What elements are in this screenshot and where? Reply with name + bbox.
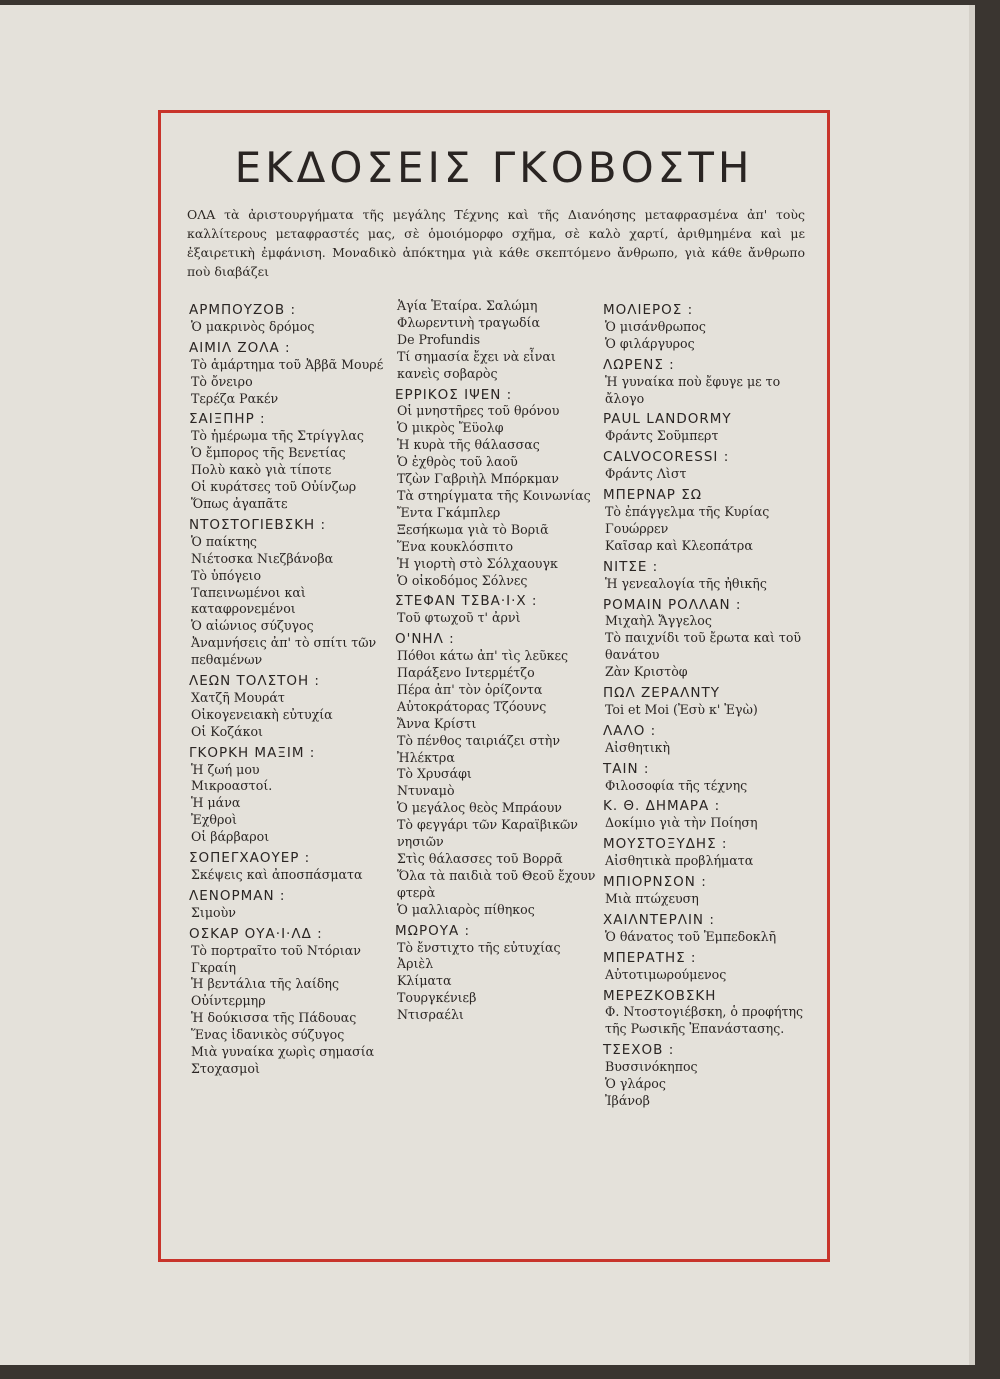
book-title: Ζὰν Κριστὸφ	[605, 664, 688, 680]
book-title: Πολὺ κακὸ γιὰ τίποτε	[191, 462, 332, 478]
book-title: Βυσσινόκηπος	[605, 1059, 698, 1075]
author-name: ΤΑΙΝ :	[603, 760, 650, 777]
author-name: ΛΕΩΝ ΤΟΛΣΤΟΗ :	[189, 673, 320, 690]
book-title: Toi et Moi (Ἐσὺ κ' Ἐγὼ)	[605, 701, 758, 717]
book-title: Χατζῆ Μουράτ	[191, 689, 285, 705]
book-title: Μιὰ πτώχευση	[605, 891, 699, 906]
catalog-column-3	[603, 298, 808, 1110]
book-title: Ὁ παίκτης	[191, 533, 257, 549]
book-title: Τὸ φεγγάρι τῶν Καραϊβικῶν νησιῶν	[397, 817, 578, 850]
book-title: Οἱ κυράτσες τοῦ Οὐίνζωρ	[191, 479, 357, 495]
book-title: Σκέψεις καὶ ἀποσπάσματα	[191, 867, 363, 882]
book-title: Σιμοὺν	[191, 904, 236, 920]
book-title: Ὁ μικρὸς Ἔϋολφ	[397, 420, 504, 436]
author-name: ΛΕΝΟΡΜΑΝ :	[189, 887, 286, 904]
book-title: Ὁ οἰκοδόμος Σόλνες	[397, 572, 528, 588]
book-title: Ἔντα Γκάμπλερ	[397, 504, 501, 520]
book-title: Στὶς θάλασσες τοῦ Βορρᾶ	[397, 851, 563, 866]
book-title: Ἡ γυναίκα ποὺ ἔφυγε με το ἄλογο	[605, 373, 781, 406]
book-title: Ἡ μάνα	[191, 795, 241, 811]
book-title: Μιχαὴλ Ἄγγελος	[605, 613, 712, 629]
publisher-heading: ΕΚΔΟΣΕΙΣ ΓΚΟΒΟΣΤΗ	[234, 143, 754, 192]
book-title: Ἕνας ἰδανικὸς σύζυγος	[191, 1027, 345, 1043]
catalog-column-2	[395, 298, 600, 1024]
book-title: Ἡ βεντάλια τῆς λαίδης Οὐίντερμηρ	[191, 976, 340, 1009]
author-name: ΜΟΥΣΤΟΞΥΔΗΣ :	[603, 836, 728, 853]
book-title: Τὸ ἐπάγγελμα τῆς Κυρίας Γουώρρεν	[605, 503, 770, 536]
book-title: Ὁ ἔμπορος τῆς Βενετίας	[191, 445, 346, 461]
author-name: ΣΟΠΕΓΧΑΟΥΕΡ :	[189, 850, 311, 867]
book-title: Ἕνα κουκλόσπιτο	[397, 538, 514, 554]
book-title: Τὸ ὄνειρο	[191, 373, 253, 389]
book-title: Αἰσθητικὰ προβλήματα	[605, 853, 754, 869]
red-border-frame	[158, 110, 830, 1262]
book-title: Ὁ αἰώνιος σύζυγος	[191, 618, 314, 634]
book-title: De Profundis	[397, 331, 481, 347]
book-title: Φράντς Σοῦμπερτ	[605, 428, 719, 444]
book-title: Στοχασμοὶ	[191, 1060, 260, 1076]
book-title: Ἡ γιορτὴ στὸ Σόλχαουγκ	[397, 555, 558, 571]
book-title: Ἁγία Ἑταίρα. Σαλώμη	[397, 298, 538, 313]
author-name: ΜΟΛΙΕΡΟΣ :	[603, 302, 694, 318]
book-title: Οἰκογενειακὴ εὐτυχία	[191, 706, 333, 722]
book-title: Τί σημασία ἔχει νὰ εἶναι κανεὶς σοβαρὸς	[397, 348, 556, 381]
book-title: Πέρα ἀπ' τὸν ὁρίζοντα	[397, 681, 543, 697]
book-title: Ὁ φιλάργυρος	[605, 335, 695, 351]
book-title: Τὰ στηρίγματα τῆς Κοινωνίας	[397, 487, 591, 503]
book-title: Φιλοσοφία τῆς τέχνης	[605, 777, 748, 793]
book-title: Ὁ ἐχθρὸς τοῦ λαοῦ	[397, 454, 518, 470]
author-name: ΜΠΕΡΝΑΡ ΣΩ	[603, 487, 703, 504]
book-title: Ἡ δούκισσα τῆς Πάδουας	[191, 1010, 357, 1026]
book-title: Ἡ γενεαλογία τῆς ἠθικῆς	[605, 575, 767, 591]
book-title: Ἐχθροὶ	[191, 812, 237, 828]
book-title: Τερέζα Ρακέν	[191, 390, 279, 406]
book-title: Ξεσήκωμα γιὰ τὸ Βοριᾶ	[397, 521, 549, 537]
book-title: Αἰσθητικὴ	[605, 739, 671, 755]
book-title: Ντυναμὸ	[397, 783, 455, 799]
book-title: Μιὰ γυναίκα χωρὶς σημασία	[191, 1044, 375, 1060]
book-title: Ὁ γλάρος	[605, 1076, 666, 1092]
author-name: ΜΠΙΟΡΝΣΟΝ :	[603, 874, 707, 891]
author-name: Ο'ΝΗΛ :	[395, 631, 455, 648]
book-title: Οἱ Κοζάκοι	[191, 723, 263, 739]
book-title: Ταπεινωμένοι καὶ καταφρονεμένοι	[191, 584, 306, 617]
author-name: ΜΠΕΡΑΤΗΣ :	[603, 949, 697, 966]
book-title: Δοκίμιο γιὰ τὴν Ποίηση	[605, 815, 758, 831]
author-name: ΝΤΟΣΤΟΓΙΕΒΣΚΗ :	[189, 516, 327, 533]
book-title: Παράξενο Ιντερμέτζο	[397, 665, 535, 681]
author-name: ΑΡΜΠΟΥΖΟΒ :	[189, 302, 297, 318]
author-name: ΛΑΛΟ :	[603, 722, 657, 739]
author-name: ΡΟΜΑΙΝ ΡΟΛΛΑΝ :	[603, 596, 742, 613]
author-name: ΑΙΜΙΛ ΖΟΛΑ :	[189, 339, 291, 356]
book-title: Ἄννα Κρίστι	[397, 715, 477, 731]
book-title: Ὅλα τὰ παιδιὰ τοῦ Θεοῦ ἔχουν φτερὰ	[397, 867, 596, 900]
book-title: Φ. Ντοστογιέβσκη, ὁ προφήτης τῆς Ρωσικῆς Ἐπανάστασης.	[605, 1004, 804, 1037]
book-title: Ὁ μισάνθρωπος	[605, 318, 706, 334]
book-title: Αὐτοκράτορας Τζόουνς	[397, 698, 547, 714]
author-name: CALVOCORESSI :	[603, 449, 730, 466]
book-title: Ὁ μεγάλος θεὸς Μπράουν	[397, 800, 562, 816]
author-name: Κ. Θ. ΔΗΜΑΡΑ :	[603, 798, 721, 815]
book-title: Φράντς Λὶστ	[605, 466, 687, 482]
author-name: ΜΕΡΕΖΚΟΒΣΚΗ	[603, 987, 717, 1004]
author-name: ΧΑΙΛΝΤΕΡΛΙΝ :	[603, 911, 715, 928]
book-title: Τὸ ὑπόγειο	[191, 567, 262, 583]
book-title: Τὸ ἡμέρωμα τῆς Στρίγγλας	[191, 428, 364, 444]
author-name: ΝΙΤΣΕ :	[603, 558, 659, 575]
book-title: Ἀριὲλ	[397, 956, 434, 972]
book-title: Τὸ πένθος ταιριάζει στὴν Ἠλέκτρα	[397, 732, 560, 765]
book-title: Ἡ κυρὰ τῆς θάλασσας	[397, 437, 540, 453]
catalog-column-1	[189, 298, 394, 1078]
book-title: Τοῦ φτωχοῦ τ' ἀρνὶ	[397, 610, 521, 626]
book-title: Ὅπως ἀγαπᾶτε	[191, 495, 288, 511]
author-name: ΟΣΚΑΡ ΟΥΑ·Ι·ΛΔ :	[189, 925, 323, 942]
author-name: PAUL LANDORMY	[603, 411, 732, 428]
intro-paragraph: ΟΛΑ τὰ ἀριστουργήματα τῆς μεγάλης Τέχνης καὶ τῆς Διανόησης μεταφρασμένα ἀπ' τοὺς καλλίτερους μεταφραστές μας, σὲ ὁμοιόμορφο σχῆμα, σὲ καλὸ χαρτί, ἀριθμημένα καὶ με ἐξαιρετικὴ ἐμφάνιση. Μοναδικὸ ἀπόκτημα γιὰ κάθε σκεπτόμενο ἄνθρωπο, γιὰ κάθε ἄνθρωπο ποὺ διαβάζει	[187, 207, 805, 279]
book-title: Ἡ ζωή μου	[191, 761, 260, 777]
book-title: Ντισραέλι	[397, 1007, 464, 1023]
book-title: Κλίματα	[397, 973, 452, 989]
book-title: Τὸ ἁμάρτημα τοῦ Ἀββᾶ Μουρέ	[191, 356, 384, 372]
book-title: Ὁ μαλλιαρὸς πίθηκος	[397, 901, 535, 917]
book-title: Οἱ βάρβαροι	[191, 829, 270, 845]
book-title: Μικροαστοί.	[191, 778, 273, 794]
book-title: Τὸ πορτραῖτο τοῦ Ντόριαν Γκραίη	[191, 942, 361, 975]
author-name: ΜΩΡΟΥΑ :	[395, 922, 471, 939]
author-name: ΤΣΕΧΟΒ :	[603, 1042, 675, 1059]
book-title: Ἰβάνοβ	[605, 1092, 650, 1108]
author-name: ΕΡΡΙΚΟΣ ΙΨΕΝ :	[395, 386, 513, 403]
book-title: Φλωρεντινὴ τραγωδία	[397, 314, 540, 330]
author-name: ΠΩΛ ΖΕΡΑΛΝΤΥ	[603, 685, 720, 702]
book-title: Ὁ θάνατος τοῦ Ἐμπεδοκλῆ	[605, 928, 777, 944]
author-name: ΛΩΡΕΝΣ :	[603, 356, 675, 373]
author-name: ΓΚΟΡΚΗ ΜΑΞΙΜ :	[189, 744, 316, 761]
book-title: Τὸ Χρυσάφι	[397, 766, 472, 782]
book-back-cover	[0, 5, 975, 1365]
author-name: ΣΤΕΦΑΝ ΤΣΒΑ·Ι·Χ :	[395, 593, 538, 610]
book-title: Τζὼν Γαβριὴλ Μπόρκμαν	[397, 471, 559, 487]
book-title: Αὐτοτιμωρούμενος	[605, 966, 727, 982]
book-title: Οἱ μνηστῆρες τοῦ θρόνου	[397, 403, 560, 419]
book-title: Πόθοι κάτω ἀπ' τὶς λεῦκες	[397, 648, 569, 664]
book-title: Τὸ παιχνίδι τοῦ ἔρωτα καὶ τοῦ θανάτου	[605, 630, 802, 663]
book-title: Καῖσαρ καὶ Κλεοπάτρα	[605, 537, 753, 553]
book-title: Τουργκένιεβ	[397, 990, 477, 1006]
book-title: Νιέτοσκα Νιεζβάνοβα	[191, 550, 334, 566]
book-title: Τὸ ἔνστιχτο τῆς εὐτυχίας	[397, 939, 561, 955]
book-title: Ἀναμνήσεις ἀπ' τὸ σπίτι τῶν πεθαμένων	[191, 635, 377, 668]
author-name: ΣΑΙΞΠΗΡ :	[189, 411, 266, 428]
book-title: Ὁ μακρινὸς δρόμος	[191, 318, 315, 334]
